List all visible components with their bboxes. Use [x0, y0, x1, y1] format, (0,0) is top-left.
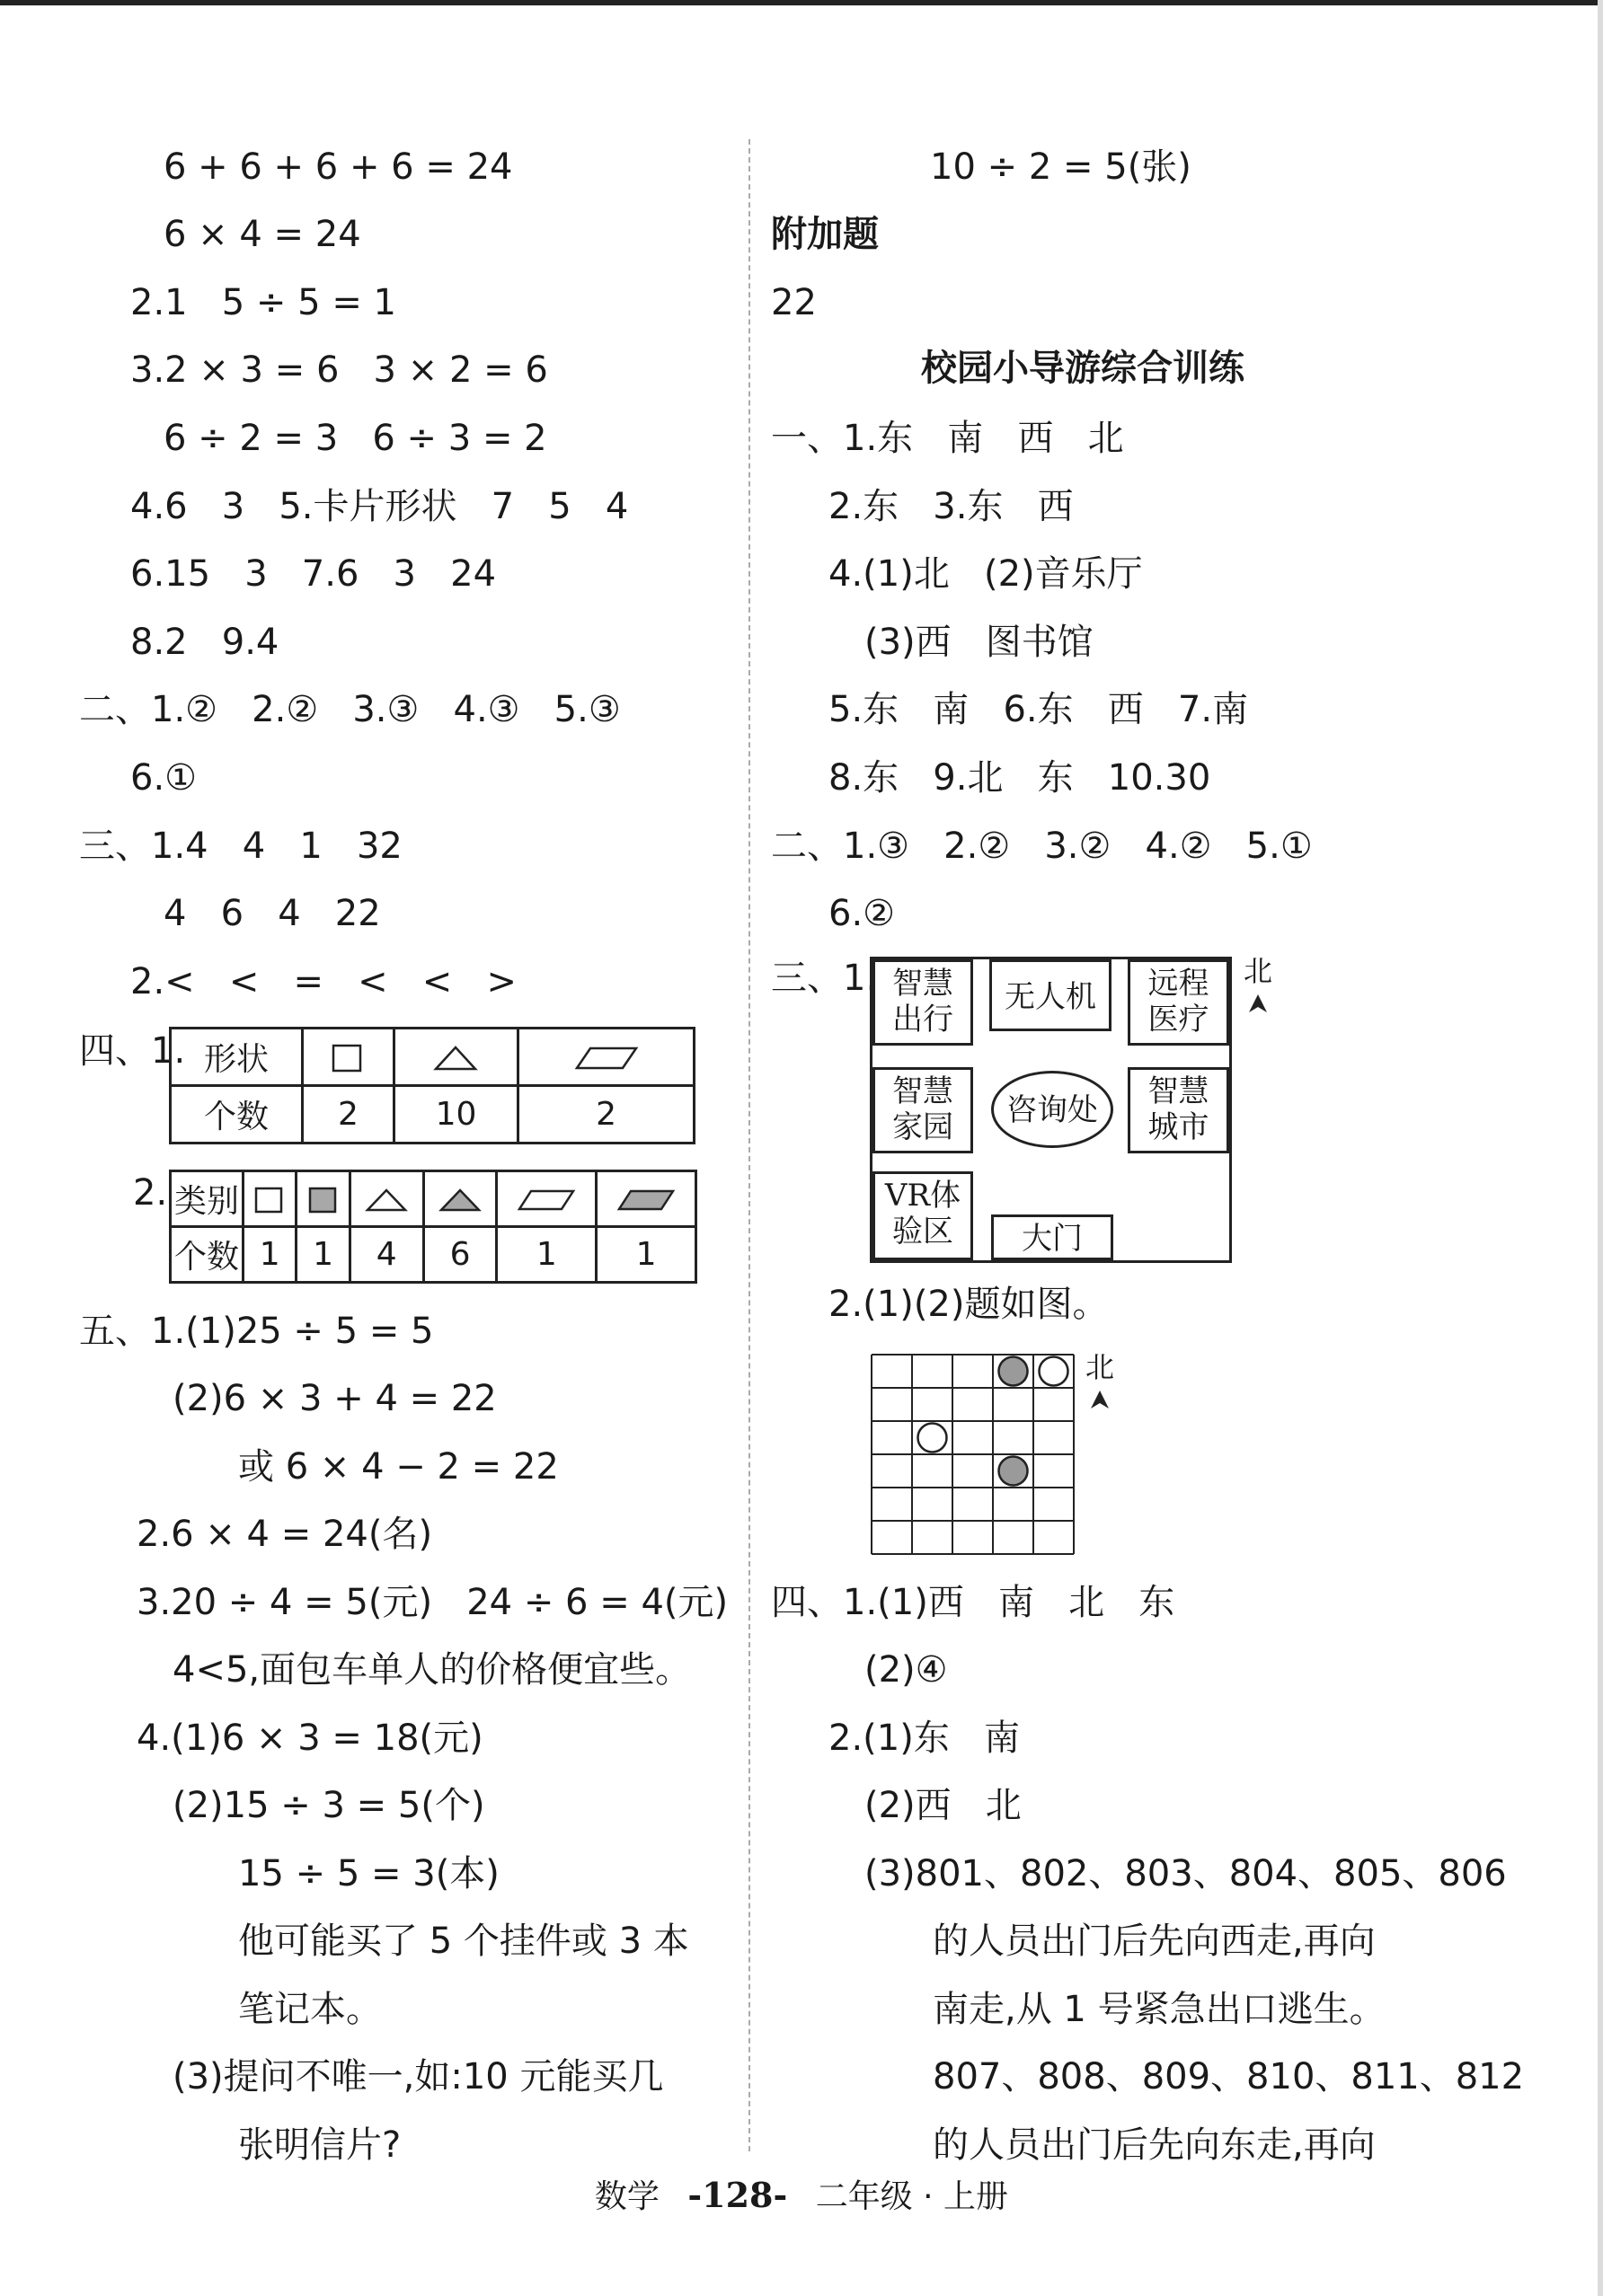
table-cell: 1 — [597, 1227, 696, 1283]
answer-line: 6.② — [828, 893, 896, 934]
page-edge-shadow — [1598, 0, 1603, 2296]
footer-subject: 数学 — [594, 2178, 660, 2215]
table-row-label: 个数 — [171, 1086, 303, 1144]
answer-line: 3.2 × 3 = 6 3 × 2 = 6 — [130, 349, 548, 391]
square-icon — [244, 1171, 297, 1227]
shaded-triangle-icon — [423, 1171, 497, 1227]
section-four-line: 四、1.(1)西 南 北 东 — [771, 1582, 1175, 1623]
open-circle-marker — [918, 1424, 947, 1453]
north-label: 北 — [1243, 954, 1272, 988]
parallelogram-icon — [518, 1029, 695, 1086]
campus-map — [870, 957, 1232, 1263]
answer-line: 6 ÷ 2 = 3 6 ÷ 3 = 2 — [164, 418, 547, 459]
answer-line: 笔记本。 — [238, 1989, 382, 2030]
answer-line: 张明信片? — [238, 2124, 402, 2166]
answer-line: 2.6 × 4 = 24(名) — [137, 1514, 433, 1555]
map-cell: 大门 — [991, 1214, 1113, 1260]
section-title: 校园小导游综合训练 — [921, 348, 1244, 389]
answer-line: (3)801、802、803、804、805、806 — [864, 1853, 1507, 1894]
answer-line: 8.2 9.4 — [130, 622, 279, 663]
answer-line: 807、808、809、810、811、812 — [933, 2056, 1525, 2097]
answer-line: 4.6 3 5.卡片形状 7 5 4 — [130, 486, 629, 527]
square-icon — [303, 1029, 394, 1086]
answer-line: 6.15 3 7.6 3 24 — [130, 553, 497, 595]
filled-circle-marker — [999, 1357, 1028, 1386]
section-two-line: 二、1.③ 2.② 3.② 4.② 5.① — [771, 826, 1313, 867]
answer-line: 15 ÷ 5 = 3(本) — [238, 1853, 500, 1894]
table-cell: 1 — [244, 1227, 297, 1283]
map-cell: 智慧 出行 — [872, 959, 973, 1046]
map-cell: 智慧 家园 — [872, 1067, 973, 1153]
column-divider — [748, 139, 750, 2151]
table-row-label: 个数 — [171, 1227, 244, 1283]
answer-line: 6 + 6 + 6 + 6 = 24 — [164, 146, 513, 188]
north-label: 北 — [1085, 1350, 1114, 1384]
table-cell: 10 — [394, 1086, 518, 1144]
answer-line: 4.(1)6 × 3 = 18(元) — [137, 1718, 483, 1759]
filled-circle-marker — [999, 1457, 1028, 1486]
north-arrow-icon — [1247, 993, 1269, 1013]
answer-line: 2.(1)(2)题如图。 — [828, 1284, 1109, 1325]
north-arrow-icon — [1089, 1390, 1111, 1409]
answer-line: 4 6 4 22 — [164, 893, 381, 934]
table-cell: 1 — [497, 1227, 597, 1283]
answer-line: 2.(1)东 南 — [828, 1718, 1020, 1759]
answer-line: (2)6 × 3 + 4 = 22 — [173, 1378, 497, 1419]
shaded-square-icon — [297, 1171, 350, 1227]
table-header-cell: 形状 — [171, 1029, 303, 1086]
answer-line: (2)西 北 — [864, 1785, 1022, 1826]
map-cell: 智慧 城市 — [1128, 1067, 1229, 1153]
section-five-line: 五、1.(1)25 ÷ 5 = 5 — [79, 1311, 434, 1352]
answer-line: 他可能买了 5 个挂件或 3 本 — [238, 1921, 689, 1962]
parallelogram-icon — [497, 1171, 597, 1227]
answer-line: 的人员出门后先向东走,再向 — [933, 2124, 1376, 2166]
triangle-icon — [394, 1029, 518, 1086]
position-grid — [870, 1353, 1075, 1556]
answer-line: 的人员出门后先向西走,再向 — [933, 1921, 1376, 1962]
table-cell: 4 — [350, 1227, 423, 1283]
table-cell: 1 — [297, 1227, 350, 1283]
answer-line: 2.1 5 ÷ 5 = 1 — [130, 282, 396, 323]
open-circle-marker — [1040, 1357, 1068, 1386]
section-three-line: 三、1.4 4 1 32 — [79, 826, 403, 867]
map-oval: 咨询处 — [991, 1071, 1113, 1148]
answer-line: (3)提问不唯一,如:10 元能买几 — [173, 2056, 664, 2097]
answer-line: 或 6 × 4 − 2 = 22 — [238, 1446, 559, 1488]
page-number: -128- — [687, 2175, 788, 2215]
answer-line: 4.(1)北 (2)音乐厅 — [828, 553, 1143, 595]
answer-line: 2.< < = < < > — [130, 961, 517, 1002]
answer-line: 5.东 南 6.东 西 7.南 — [828, 689, 1249, 730]
section-four-line: 四、1. — [79, 1030, 186, 1072]
answer-line: 10 ÷ 2 = 5(张) — [930, 146, 1191, 188]
north-indicator — [1240, 955, 1276, 1020]
answer-line: 6.① — [130, 757, 198, 799]
table-cell: 6 — [423, 1227, 497, 1283]
table-cell: 2 — [303, 1086, 394, 1144]
shape-count-table-1 — [169, 1027, 695, 1144]
shaded-parallelogram-icon — [597, 1171, 696, 1227]
answer-line: 2.东 3.东 西 — [828, 486, 1074, 527]
map-cell: 无人机 — [989, 959, 1111, 1031]
grid-north-indicator — [1082, 1351, 1118, 1416]
shape-count-table-2 — [169, 1170, 697, 1284]
answer-line: 4<5,面包车单人的价格便宜些。 — [173, 1649, 692, 1691]
table-cell: 2 — [518, 1086, 695, 1144]
answer-line: (2)15 ÷ 3 = 5(个) — [173, 1785, 485, 1826]
answer-line: (2)④ — [864, 1649, 948, 1691]
footer-grade: 二年级 · 上册 — [815, 2178, 1009, 2215]
section-one-line: 一、1.东 南 西 北 — [771, 418, 1124, 459]
answer-line: (3)西 图书馆 — [864, 622, 1094, 663]
section-two-line: 二、1.② 2.② 3.③ 4.③ 5.③ — [79, 689, 621, 730]
map-cell: 远程 医疗 — [1128, 959, 1229, 1046]
top-edge — [0, 0, 1603, 5]
answer-line: 8.东 9.北 东 10.30 — [828, 757, 1211, 799]
answer-line: 2. — [133, 1172, 168, 1214]
answer-line: 6 × 4 = 24 — [164, 214, 361, 255]
answer-line: 3.20 ÷ 4 = 5(元) 24 ÷ 6 = 4(元) — [137, 1582, 729, 1623]
section-three-line: 三、1. — [771, 958, 878, 999]
page-footer — [0, 2176, 1603, 2217]
answer-line: 南走,从 1 号紧急出口逃生。 — [933, 1989, 1386, 2030]
answer-line: 22 — [771, 282, 817, 323]
bonus-heading: 附加题 — [771, 214, 879, 255]
triangle-icon — [350, 1171, 423, 1227]
map-cell: VR体 验区 — [872, 1171, 973, 1260]
table-header-cell: 类别 — [171, 1171, 244, 1227]
